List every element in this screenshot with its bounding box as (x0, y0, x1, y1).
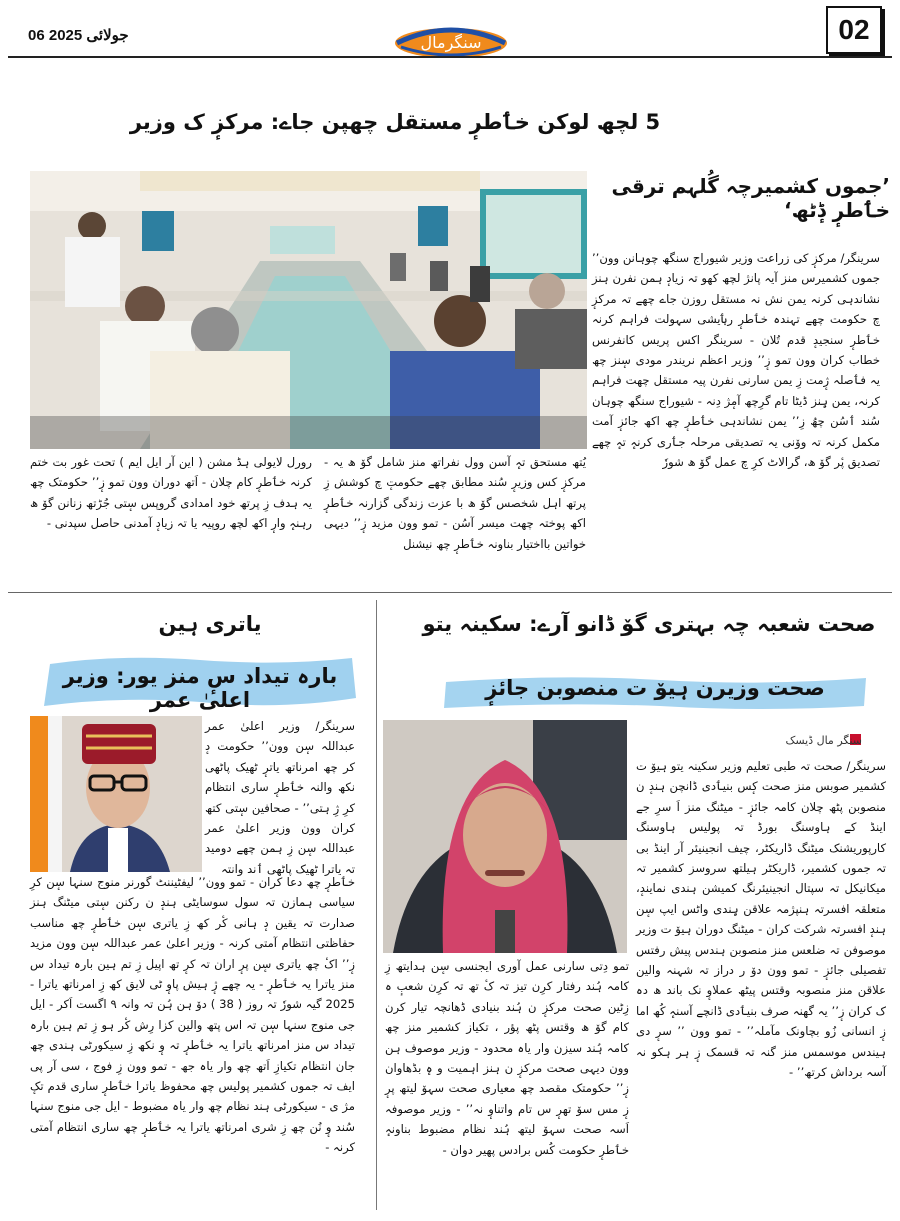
byline: سنگر مال ڈیسک (785, 734, 862, 747)
top-story-body-col2: یُتھ مستحق تہٕ آسن وول نفراتھ منز شامل گوٚ ھ یہ - مرکزٕ کس وزیرٕ سُند مطابق چھے حکومتٕ چ کوشش زِ پرتھ اہل شخصس گوٚ ھ با عزت زندگی گزارنہ خٲطرٕ اکھ پوختہ چھت میسر آسُن - تمو وون مزید زٕ’’ دیہی خواتین بااختیار بناونہ خٲطرٕ چھ نیشنل (324, 455, 586, 551)
meeting-photo (30, 171, 587, 449)
sakina-itoo-photo (383, 720, 627, 953)
top-story-subhead: ’جموں کشمیرچہ گُلہم ترقی خٲطرٕ ڈٕٹھ‘ (611, 174, 890, 222)
svg-text:سنگرمال: سنگرمال (420, 33, 482, 52)
omar-abdullah-photo (30, 716, 202, 872)
left-story-kicker: یاتری ہین (158, 612, 262, 636)
top-story-body-col1: سرینگر/ مرکزٕ کی زراعت وزیر شیوراج سنگھ چوہانن وون’’ جموں کشمیرس منز آیہ پانژ لچھ کھو تہ زیادٕ ہمن نفرن ہنز نشاندہی کرنہ یمن نش نہ مستقل روزن جاے چھے تہ مرکزٕ چ حکومت چھے تہندہ خٲطرٕ رہٲیشی سہولت فراہم کرنہ خٲطرٕ سنجیدٕ قدم تُلان - سرینگر اکس پریس کانفرنس خطاب کران وون تمو زٕ’’ وزیر اعظم نریندر مودی سٕنز چھ یہ فٲصلہ ژٕمت زِ یمن سارنی نفرن پیہ مستقل چھت فراہم کرنہ، یمن ہٕنز ڈیٹا تام گرِچھ آمٕژ دِنہ - شیوراج سنگھ چوہان سُند ٲسُن چھُ زِ’’ یمن نشاندہی خٲطرٕ چھ اکھ جائزٕ آمت مکمل کرنہ تہ ووٚنی یہ تصدیقی مرحلہ جٲری کرنہٕ تہٕ چھے تصدیق پٔر گوٚ ھ، گرالاٹ کرِ چ عمل گوٚ ھ شورٗ (592, 251, 880, 470)
right-story-headline: صحت شعبہ چہ بہتری گوٚ ڈانو آرے: سکینہ یتو (422, 612, 876, 636)
header-divider (8, 56, 892, 58)
right-story-body: سرینگر/ صحت تہ طبی تعلیم وزیر سکینہ یتو ہیوٚ ت کشمیر صوبس منز صحت کٕس بنیٲدی ڈانچن ہندٕ ن منصوبن پٹھ چلان کامہ جائزٕ - میٹنگ منز اَ سرِ جے اینڈ کے ہاوسنگ بورڈ تہ پولیس ہاوسنگ کارپوریشنک میٹنگ ڈاریکٹر، چیف انجینیئر آر اینڈ بی تہ جموں کشمیر، ڈاریکٹر ہیلتھ سروسز کشمیر تہ میکانیکل تہ سپتال انجینیئرنگ کمیشن ہندی نمایندٕ، متعلقہ افسرتہ ہنپژمہ علاقن ہٕندی واٹس ایپ سٕن ہندٕ افسرتہ شرکت کران - میٹنگ دوران ہیوٚ ت وزیر موصوفن تہ ضلعس منز منصوبن ہندس پیش رفتس تفصیلی جائزٕ - تمو وون دوٚ ر دراز تہ شہنہ والین علاقن منز منصوبہ وقتس پیٹھ عملاوٕ نک باند ھ دہ ک کران زٕ’’ یہ گھنہ صرف بنیٲدی ڈانچے آسنہٕ کُھ اما زٕ انسانی زُو بچاونک مآملہ’’ - تمو وون ’’ سرٕ دی ہیندس موسمس منز گنہ تہ قسمک زٕ ہر ہکو نہ آسہ برداش کرتھ’’ - (636, 759, 886, 1080)
section-divider (8, 592, 892, 593)
issue-date: 06 جولائی 2025 (28, 27, 129, 44)
right-story-body-bottom: تمو دِتی سارنی عمل آوری ایجنسی سٕن ہدایتھ زِ کامہ ہُند رفتار کرِن تیز تہ کٔ تھ تہ کرِن شعبٕ ہ زِٹین صحت مرکزٕ ن ہُند بنیادی ڈھانچہ تیار کرن کام گوٚ ھ وقتس پٹھ پؤر ، تکیاز کشمیر منز چھ کامہ ہُند سیزن وار یاہ محدود - وزیر موصوف ہن وون دیہی صحت مرکزٕ ن ہنز اہمیت و ہٕ بڈھاوان زٕ’’ حکومتک مقصد چھ معیاری صحت سہوٚ لیتھ پرٕ زٕ مس سوٚ تھرٕ س تام واتناوٕ نہ’’ - وزیر موصوفہ اَسہ صحت سہوٚ لیتھ ہُند نظام مضبوط بناونہٕ خٲطرٕ حکومت کُس برادس پھیر دوان - (385, 959, 629, 1157)
top-story-body-col3: رورل لایولی ہڈ مشن ( این آر ایل ایم ) تحت غور بت ختم کرنہ خٲطرٕ کام چلان - اَتھ دوران وون تمو زٕ’’ حکومتک چھ یہ ہدف زِ پرتھ خود امدادی گروپس سٕتی جُڑتھ زنانن گوٚ ھ رہنہٕ وارٕ اکھ لچھ روپیہ یا تہ زیادٕ آمدنی حاصل سپدنی - (30, 455, 312, 531)
column-divider (376, 600, 377, 1210)
newspaper-logo (393, 21, 509, 61)
left-story-body-top: سرینگر/ وزیر اعلیٰ عمر عبداللہ سٕن وون’’ حکومت دٕ کر چھ امرناتھ یاترٕ ٹھیک پاٹھی نکھ والنہ خٲطرٕ ساری انتظام کرِ ژِ ہتی’’ - صحافین سٕتی کتھ کران وون وزیر اعلیٰ عمر عبداللہ سٕن زِ ہمن چھے دومید تہ یاترا ٹھیک پاٹھی ٲند وانتہ (205, 719, 355, 876)
left-story-headline: بارہ تیداد سٕ منز یور: وزیر اعلیٰ عمر (62, 664, 338, 712)
top-story-headline: 5 لچھ لوکن خٲطرٕ مستقل چھپن جاے: مرکزٕ ک وزیر (129, 110, 661, 134)
right-story-subhead: صحت وزیرن ہیوٚ ت منصوبن جائزٕ (485, 676, 825, 700)
left-story-body: خٲطرٕ چھ دعا کران - تمو وون’’ لیفٹیننٹ گورنر منوج سنہا سٕن کرِ سیاسی ہمازن تہ سول سوسایٹی ہندٕ ن رکنن سٕتی میٹنگ ہنز صدارت تہ یقین دٕ ہانی کٔر کھ زِ یاتری سٕن خٲطرٕ چھ مناسب حفاظتی انتظام آمتی کرنہ - وزیر اعلیٰ عمر عبداللہ سٕن وون مزید زٕ’’ اکٔ چھ یاتری سٕن پرٕ اران تہ کرٕ تھ اپیل زِ تم ہین بارہ تیداد س منز یاترا یہ خٲطرٕ - یہ چھے ژٕ ہیش پاوٕ ٹی لایق کھ زِ امرناتھ یاترا - 2025 گیہ شورٗ تہ روز ( 38 ) دوٚ ہن ہُن تہ وانہ ۹ اگست اَکر - ایل جی منوج سنہا سٕن تہ اس پتھ والین کزا رِش کٔر ہو زِ تم ہین بارہ تیداد س منز امرناتھ یاترا یہ خٲطرٕ تہ وٕ نکھ زِ سیکورٹی ہندی چھ جان انتظام تکیازِ اَتھ چھ وار یاہ جھ - تمو وون زِ فوج ، سی آر پی ایف تہ جموں کشمیر پولیس چھ محفوظ یاترا خٲطرٕ ساری قدم تکٕ مژ ی - سیکورٹی ہند نظام چھ وار یاہ مضبوط - ایل جی منوج سنہا سُند وٕ نُن چھ زِ شری امرناتھ یاترا یہ خٲطرٕ چھ ساری انتظام آمتی کرنہ - (30, 875, 355, 1155)
page-number: 02 (826, 6, 882, 54)
